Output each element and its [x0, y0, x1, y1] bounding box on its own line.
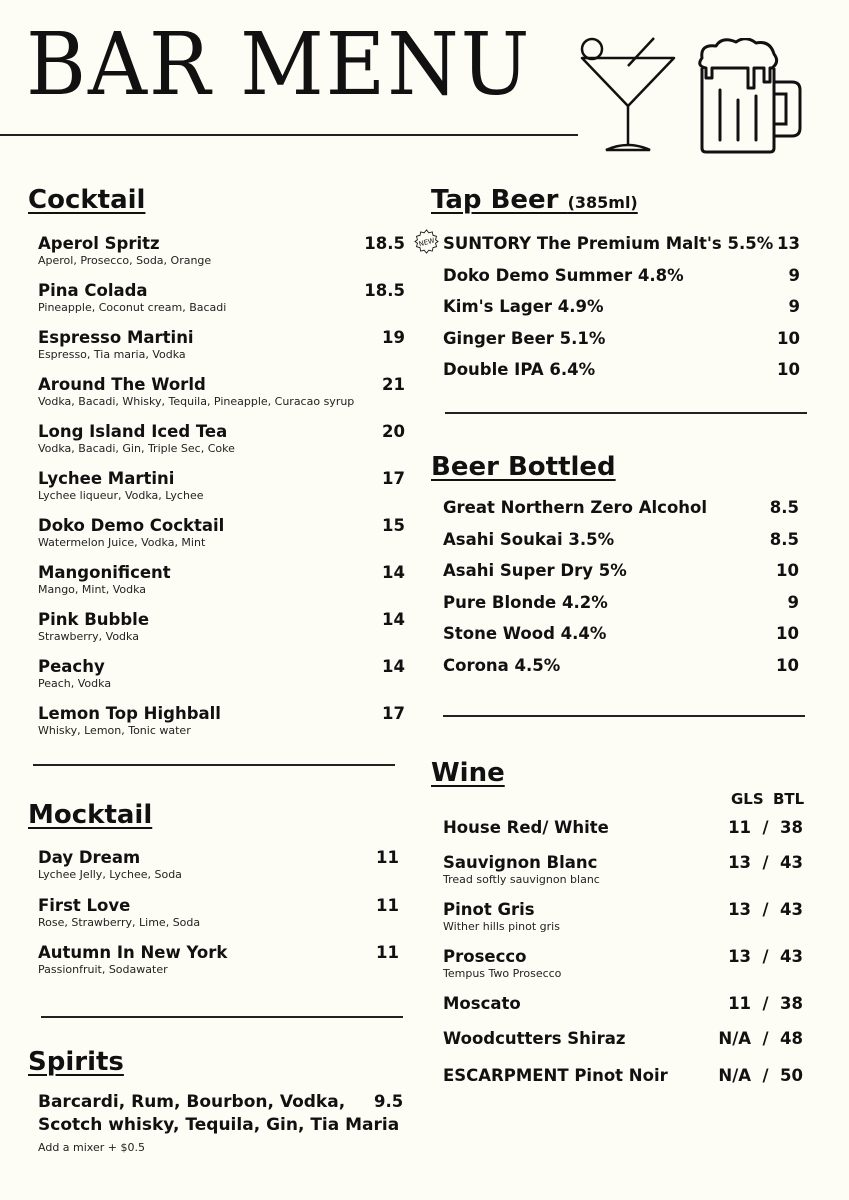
tap-item: [443, 234, 773, 254]
item-description: Aperol, Prosecco, Soda, Orange: [38, 254, 212, 267]
wine-item: [443, 1066, 668, 1086]
tap-item: [443, 266, 684, 286]
mocktail-item: [38, 896, 200, 930]
page-title: BAR MENU: [26, 15, 532, 115]
wine-item: [443, 994, 521, 1014]
item-description: Vodka, Bacadi, Gin, Triple Sec, Coke: [38, 442, 235, 455]
item-name: Woodcutters Shiraz: [443, 1029, 626, 1048]
item-name: Doko Demo Summer 4.8%: [443, 265, 684, 285]
item-description: Vodka, Bacadi, Whisky, Tequila, Pineapple, Curacao syrup: [38, 395, 355, 408]
bottled-item: [443, 561, 627, 581]
bottled-item: [443, 593, 608, 613]
item-name: Long Island Iced Tea: [38, 422, 228, 441]
item-name: Sauvignon Blanc: [443, 853, 598, 872]
cocktail-item: [38, 516, 224, 550]
item-price: 21: [382, 375, 405, 394]
item-price: 8.5: [769, 498, 799, 517]
cocktail-item: [38, 704, 221, 738]
item-name: First Love: [38, 895, 131, 915]
mocktail-divider: [41, 1016, 403, 1018]
item-name: Great Northern Zero Alcohol: [443, 498, 708, 517]
cocktail-item: [38, 563, 171, 597]
item-name: Prosecco: [443, 947, 527, 966]
item-price: 14: [382, 610, 405, 629]
bottled-item: [443, 656, 560, 676]
item-price: 20: [382, 422, 405, 441]
bottled-divider: [443, 715, 805, 717]
bottled-item: [443, 530, 614, 550]
item-name: ESCARPMENT Pinot Noir: [443, 1066, 668, 1085]
item-price: 13 / 43: [728, 947, 803, 966]
item-price: 10: [776, 655, 799, 675]
cocktail-divider: [33, 764, 395, 766]
item-description: Espresso, Tia maria, Vodka: [38, 348, 186, 361]
item-name: Day Dream: [38, 848, 141, 867]
spirits-heading: Spirits: [28, 1047, 124, 1077]
item-price: 17: [382, 704, 405, 723]
cocktail-item: [38, 328, 194, 362]
item-name: Pure Blonde 4.2%: [443, 592, 608, 612]
item-description: Lychee liqueur, Vodka, Lychee: [38, 489, 204, 502]
item-price: 18.5: [364, 234, 405, 253]
spirits-line-2: Scotch whisky, Tequila, Gin, Tia Maria: [38, 1115, 400, 1135]
bottled-item: [443, 624, 606, 644]
item-name: Corona 4.5%: [443, 655, 561, 675]
cocktail-item: [38, 469, 203, 503]
item-name: Asahi Soukai 3.5%: [443, 529, 615, 549]
item-price: 14: [382, 563, 405, 582]
item-price: 17: [382, 469, 405, 488]
item-price: 13 / 43: [728, 900, 803, 919]
wine-item: [443, 947, 561, 981]
wine-item: [443, 818, 609, 838]
item-price: 10: [776, 561, 799, 580]
mocktail-heading: Mocktail: [28, 800, 153, 830]
item-name: Doko Demo Cocktail: [38, 516, 225, 535]
item-name: House Red/ White: [443, 818, 609, 837]
item-name: SUNTORY The Premium Malt's 5.5%: [443, 234, 774, 253]
cocktail-item: [38, 422, 235, 456]
tap-beer-size: (385ml): [567, 193, 638, 212]
spirits-item: [38, 1091, 399, 1155]
item-price: 11 / 38: [728, 994, 803, 1013]
mocktail-item: [38, 848, 182, 882]
item-price: 9: [788, 297, 800, 316]
cocktail-item: [38, 375, 354, 409]
item-name: Aperol Spritz: [38, 234, 160, 253]
item-price: 14: [382, 657, 405, 676]
tap-beer-heading: [431, 187, 638, 213]
item-price: 15: [382, 516, 405, 535]
title-divider: [0, 134, 578, 136]
item-price: 10: [777, 360, 800, 379]
item-description: Pineapple, Coconut cream, Bacadi: [38, 301, 227, 314]
item-description: Peach, Vodka: [38, 677, 112, 690]
item-price: 9: [788, 265, 800, 285]
bottled-item: [443, 498, 707, 518]
item-name: Pink Bubble: [38, 610, 150, 629]
wine-heading: Wine: [431, 758, 505, 788]
spirits-price: 9.5: [374, 1092, 404, 1111]
wine-item: [443, 853, 600, 887]
cocktail-heading: Cocktail: [28, 185, 146, 215]
item-price: N/A / 48: [718, 1029, 803, 1048]
item-name: Lemon Top Highball: [38, 704, 221, 723]
tap-item: [443, 329, 605, 349]
item-price: 10: [776, 624, 799, 643]
cocktail-item: [38, 610, 149, 644]
item-description: Tempus Two Prosecco: [443, 967, 562, 980]
item-price: 13 / 43: [728, 853, 803, 872]
item-price: 11: [376, 943, 399, 962]
item-name: Espresso Martini: [38, 328, 194, 347]
item-description: Wither hills pinot gris: [443, 920, 560, 933]
cocktail-item: [38, 281, 226, 315]
item-name: Kim's Lager 4.9%: [443, 297, 604, 316]
item-description: Tread softly sauvignon blanc: [443, 873, 600, 886]
beer-mug-icon: [690, 38, 808, 156]
item-price: 19: [382, 328, 405, 347]
cocktail-item: [38, 234, 211, 268]
item-name: Double IPA 6.4%: [443, 360, 596, 379]
item-name: Lychee Martini: [38, 469, 175, 488]
item-price: 11: [376, 848, 399, 867]
item-price: 18.5: [364, 281, 405, 300]
item-price: 11 / 38: [728, 818, 803, 837]
new-badge-text: NEW: [418, 236, 436, 249]
spirits-line-1: Barcardi, Rum, Bourbon, Vodka,: [38, 1092, 346, 1112]
item-price: 13: [777, 234, 800, 253]
wine-item: [443, 900, 560, 934]
item-name: Pina Colada: [38, 281, 148, 300]
item-name: Moscato: [443, 994, 521, 1013]
tap-item: [443, 297, 604, 317]
item-price: 8.5: [769, 529, 799, 549]
item-description: Whisky, Lemon, Tonic water: [38, 724, 191, 737]
cocktail-item: [38, 657, 111, 691]
new-badge-icon: [414, 229, 439, 254]
wine-item: [443, 1029, 625, 1049]
item-description: Mango, Mint, Vodka: [38, 583, 147, 596]
wine-gls-header: GLS: [731, 790, 764, 808]
tap-beer-title: Tap Beer: [431, 185, 559, 215]
item-price: 10: [777, 328, 800, 348]
wine-btl-header: BTL: [773, 790, 805, 808]
item-description: Lychee Jelly, Lychee, Soda: [38, 868, 182, 881]
tap-item: [443, 360, 595, 380]
item-name: Ginger Beer 5.1%: [443, 328, 606, 348]
tap-divider: [445, 412, 807, 414]
item-name: Peachy: [38, 657, 105, 676]
item-name: Asahi Super Dry 5%: [443, 561, 627, 580]
item-price: 9: [787, 592, 799, 612]
item-description: Strawberry, Vodka: [38, 630, 139, 643]
item-price: 11: [376, 895, 399, 915]
item-description: Passionfruit, Sodawater: [38, 963, 168, 976]
martini-icon: [576, 36, 676, 156]
item-name: Around The World: [38, 375, 206, 394]
item-name: Mangonificent: [38, 563, 171, 582]
item-name: Pinot Gris: [443, 900, 535, 919]
item-description: Rose, Strawberry, Lime, Soda: [38, 915, 201, 929]
item-price: N/A / 50: [718, 1066, 803, 1085]
item-description: Watermelon Juice, Vodka, Mint: [38, 536, 206, 549]
item-name: Stone Wood 4.4%: [443, 624, 607, 643]
spirits-note: Add a mixer + $0.5: [38, 1141, 145, 1154]
beer-bottled-heading: Beer Bottled: [431, 452, 616, 482]
mocktail-item: [38, 943, 227, 977]
item-name: Autumn In New York: [38, 943, 228, 962]
